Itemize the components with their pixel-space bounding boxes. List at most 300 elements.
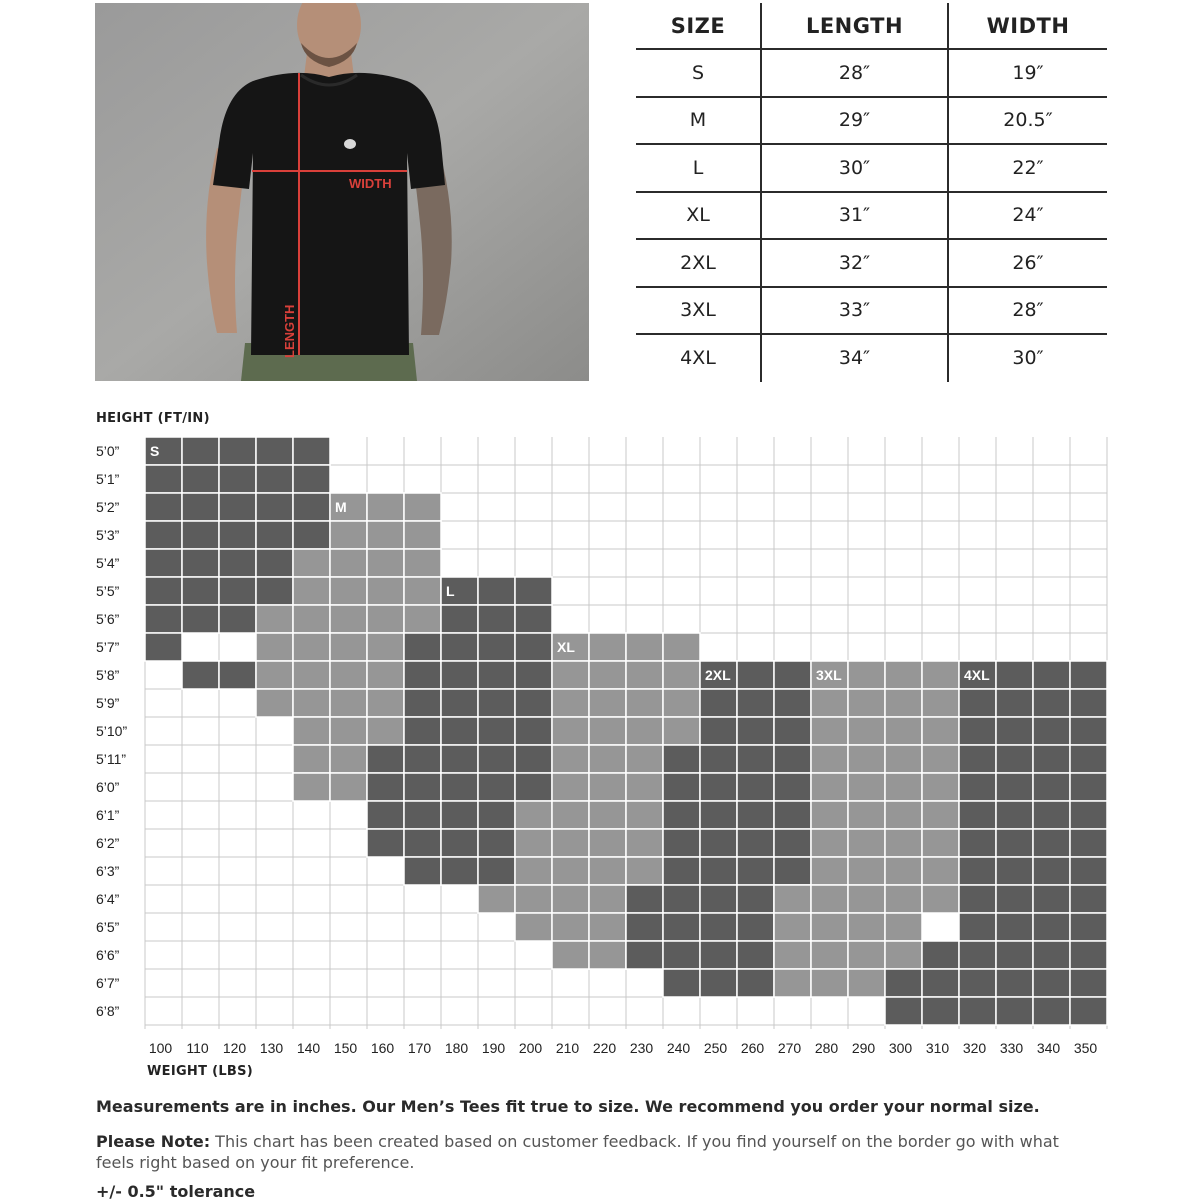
heatmap-cell-4xl xyxy=(959,857,996,885)
heatmap-cell-l xyxy=(441,605,478,633)
heatmap-cell-4xl xyxy=(1033,773,1070,801)
heatmap-cell-m xyxy=(367,493,404,521)
x-tick-label: 150 xyxy=(333,1040,358,1056)
heatmap-cell-4xl xyxy=(885,997,922,1025)
y-tick-label: 6’4” xyxy=(96,891,120,907)
heatmap-cell-l xyxy=(404,717,441,745)
heatmap-cell-l xyxy=(478,745,515,773)
heatmap-cell-4xl xyxy=(1070,661,1107,689)
heatmap-cell-2xl xyxy=(774,689,811,717)
x-tick-label: 230 xyxy=(629,1040,654,1056)
heatmap-cell-4xl xyxy=(1070,913,1107,941)
heatmap-cell-xl xyxy=(663,661,700,689)
size-cell: XL xyxy=(636,192,761,240)
size-heatmap-chart xyxy=(0,430,1200,1062)
heatmap-cell-3xl xyxy=(848,661,885,689)
heatmap-cell-xl xyxy=(589,689,626,717)
heatmap-cell-l xyxy=(441,689,478,717)
length-measure-label: LENGTH xyxy=(282,304,297,358)
heatmap-cell-3xl xyxy=(885,857,922,885)
heatmap-cell-3xl xyxy=(848,829,885,857)
size-region-label-l: L xyxy=(446,583,455,599)
heatmap-cell-2xl xyxy=(774,773,811,801)
heatmap-cell-4xl xyxy=(922,969,959,997)
x-tick-label: 210 xyxy=(555,1040,580,1056)
heatmap-cell-xl xyxy=(589,661,626,689)
heatmap-cell-3xl xyxy=(922,773,959,801)
heatmap-cell-2xl xyxy=(663,969,700,997)
heatmap-cell-xl xyxy=(626,801,663,829)
heatmap-cell-s xyxy=(182,577,219,605)
heatmap-cell-xl xyxy=(663,633,700,661)
heatmap-cell-2xl xyxy=(663,801,700,829)
heatmap-cell-m xyxy=(293,633,330,661)
heatmap-cell-l xyxy=(367,745,404,773)
heatmap-cell-m xyxy=(293,745,330,773)
heatmap-cell-l xyxy=(441,801,478,829)
heatmap-cell-4xl xyxy=(1033,717,1070,745)
heatmap-cell-l xyxy=(515,689,552,717)
heatmap-cell-s xyxy=(219,605,256,633)
heatmap-cell-3xl xyxy=(811,801,848,829)
heatmap-cell-l xyxy=(478,773,515,801)
heatmap-cell-s xyxy=(182,661,219,689)
heatmap-cell-3xl xyxy=(848,745,885,773)
heatmap-cell-s xyxy=(182,605,219,633)
heatmap-cell-xl xyxy=(552,857,589,885)
table-row xyxy=(636,287,1107,335)
y-tick-label: 6’3” xyxy=(96,863,120,879)
heatmap-cell-xl xyxy=(589,941,626,969)
heatmap-cell-l xyxy=(478,689,515,717)
heatmap-cell-3xl xyxy=(811,857,848,885)
heatmap-cell-s xyxy=(293,465,330,493)
heatmap-cell-l xyxy=(515,605,552,633)
heatmap-cell-4xl xyxy=(996,689,1033,717)
x-tick-label: 240 xyxy=(666,1040,691,1056)
size-cell: L xyxy=(636,144,761,192)
x-tick-label: 120 xyxy=(222,1040,247,1056)
heatmap-cell-m xyxy=(404,577,441,605)
heatmap-cell-4xl xyxy=(996,773,1033,801)
length-cell: 30″ xyxy=(761,144,948,192)
heatmap-cell-4xl xyxy=(996,661,1033,689)
width-cell: 24″ xyxy=(948,192,1107,240)
heatmap-cell-xl xyxy=(663,689,700,717)
x-tick-label: 280 xyxy=(814,1040,839,1056)
heatmap-cell-4xl xyxy=(996,913,1033,941)
heatmap-cell-m xyxy=(293,577,330,605)
x-tick-label: 340 xyxy=(1036,1040,1061,1056)
table-row xyxy=(636,144,1107,192)
heatmap-cell-3xl xyxy=(885,941,922,969)
y-tick-label: 6’1” xyxy=(96,807,120,823)
y-tick-label: 5’11” xyxy=(96,751,127,767)
heatmap-cell-m xyxy=(330,577,367,605)
y-tick-label: 5’4” xyxy=(96,555,120,571)
heatmap-cell-s xyxy=(256,577,293,605)
heatmap-cell-s xyxy=(293,521,330,549)
tshirt-model-image xyxy=(95,3,589,381)
heatmap-cell-m xyxy=(330,661,367,689)
x-tick-label: 140 xyxy=(296,1040,321,1056)
heatmap-cell-s xyxy=(145,605,182,633)
heatmap-cell-4xl xyxy=(1033,857,1070,885)
heatmap-cell-s xyxy=(219,437,256,465)
heatmap-cell-3xl xyxy=(811,717,848,745)
heatmap-cell-l xyxy=(478,605,515,633)
heatmap-cell-s xyxy=(219,465,256,493)
size-cell: M xyxy=(636,97,761,145)
heatmap-cell-xl xyxy=(552,745,589,773)
heatmap-cell-2xl xyxy=(700,801,737,829)
x-tick-label: 100 xyxy=(148,1040,173,1056)
heatmap-cell-4xl xyxy=(885,969,922,997)
heatmap-cell-m xyxy=(367,521,404,549)
length-cell: 33″ xyxy=(761,287,948,335)
x-tick-label: 190 xyxy=(481,1040,506,1056)
heatmap-cell-3xl xyxy=(811,773,848,801)
size-table-header-row xyxy=(636,3,1107,49)
heatmap-cell-4xl xyxy=(996,745,1033,773)
measurement-note: Measurements are in inches. Our Men’s Tees fit true to size. We recommend you order your normal size. xyxy=(96,1097,1040,1116)
heatmap-cell-2xl xyxy=(774,829,811,857)
heatmap-cell-3xl xyxy=(922,885,959,913)
heatmap-cell-3xl xyxy=(848,801,885,829)
heatmap-cell-4xl xyxy=(1070,969,1107,997)
heatmap-cell-3xl xyxy=(811,829,848,857)
heatmap-cell-2xl xyxy=(774,717,811,745)
heatmap-cell-4xl xyxy=(959,829,996,857)
heatmap-cell-2xl xyxy=(663,773,700,801)
heatmap-cell-4xl xyxy=(1070,801,1107,829)
heatmap-cell-4xl xyxy=(1033,997,1070,1025)
heatmap-cell-4xl xyxy=(959,885,996,913)
heatmap-cell-l xyxy=(404,801,441,829)
heatmap-cell-m xyxy=(367,605,404,633)
y-tick-label: 6’5” xyxy=(96,919,120,935)
length-cell: 29″ xyxy=(761,97,948,145)
heatmap-cell-m xyxy=(330,633,367,661)
heatmap-cell-s xyxy=(219,521,256,549)
heatmap-cell-4xl xyxy=(1070,857,1107,885)
heatmap-cell-3xl xyxy=(774,969,811,997)
heatmap-cell-l xyxy=(478,801,515,829)
size-region-label-3xl: 3XL xyxy=(816,667,842,683)
table-row xyxy=(636,49,1107,97)
heatmap-cell-4xl xyxy=(959,969,996,997)
heatmap-cell-m xyxy=(256,661,293,689)
heatmap-cell-2xl xyxy=(737,689,774,717)
heatmap-cell-4xl xyxy=(922,997,959,1025)
y-tick-label: 5’2” xyxy=(96,499,120,515)
y-tick-label: 5’5” xyxy=(96,583,120,599)
x-tick-label: 270 xyxy=(777,1040,802,1056)
y-tick-label: 5’10” xyxy=(96,723,128,739)
heatmap-cell-4xl xyxy=(959,913,996,941)
heatmap-cell-l xyxy=(441,773,478,801)
please-note xyxy=(96,1131,1096,1173)
width-cell: 30″ xyxy=(1012,347,1044,370)
heatmap-cell-3xl xyxy=(848,885,885,913)
heatmap-cell-3xl xyxy=(811,745,848,773)
heatmap-cell-3xl xyxy=(922,857,959,885)
heatmap-cell-2xl xyxy=(774,745,811,773)
size-measurement-table xyxy=(636,3,1107,382)
please-note-label: Please Note: xyxy=(96,1132,211,1151)
heatmap-cell-4xl xyxy=(1070,885,1107,913)
heatmap-cell-l xyxy=(404,661,441,689)
heatmap-cell-m xyxy=(330,521,367,549)
x-tick-label: 130 xyxy=(259,1040,284,1056)
heatmap-cell-xl xyxy=(626,689,663,717)
heatmap-cell-3xl xyxy=(885,801,922,829)
heatmap-cell-2xl xyxy=(700,941,737,969)
heatmap-cell-2xl xyxy=(626,885,663,913)
x-tick-label: 110 xyxy=(186,1040,209,1056)
length-cell: 32″ xyxy=(761,239,948,287)
table-row xyxy=(636,97,1107,145)
heatmap-cell-l xyxy=(478,717,515,745)
heatmap-cell-3xl xyxy=(848,773,885,801)
heatmap-cell-l xyxy=(515,773,552,801)
heatmap-cell-xl xyxy=(626,773,663,801)
heatmap-cell-4xl xyxy=(1033,801,1070,829)
x-tick-label: 300 xyxy=(888,1040,913,1056)
heatmap-cell-m xyxy=(330,773,367,801)
table-row xyxy=(636,239,1107,287)
heatmap-cell-l xyxy=(478,633,515,661)
heatmap-cell-3xl xyxy=(922,829,959,857)
heatmap-cell-xl xyxy=(626,633,663,661)
chart-ylabel: HEIGHT (FT/IN) xyxy=(96,411,210,426)
heatmap-cell-3xl xyxy=(811,913,848,941)
heatmap-cell-4xl xyxy=(1033,969,1070,997)
heatmap-cell-3xl xyxy=(811,885,848,913)
heatmap-cell-4xl xyxy=(1033,745,1070,773)
heatmap-cell-4xl xyxy=(1033,661,1070,689)
heatmap-cell-s xyxy=(145,549,182,577)
heatmap-cell-l xyxy=(404,857,441,885)
heatmap-cell-4xl xyxy=(996,969,1033,997)
heatmap-cell-3xl xyxy=(885,829,922,857)
width-cell: 28″ xyxy=(948,287,1107,335)
heatmap-cell-2xl xyxy=(700,689,737,717)
size-cell: 3XL xyxy=(636,287,761,335)
heatmap-cell-xl xyxy=(626,745,663,773)
heatmap-cell-s xyxy=(145,577,182,605)
heatmap-cell-s xyxy=(182,465,219,493)
size-cell: S xyxy=(636,49,761,97)
heatmap-cell-2xl xyxy=(737,801,774,829)
heatmap-cell-l xyxy=(404,745,441,773)
heatmap-cell-m xyxy=(367,661,404,689)
heatmap-cell-m xyxy=(256,689,293,717)
width-cell: 22″ xyxy=(948,144,1107,192)
heatmap-cell-3xl xyxy=(848,689,885,717)
heatmap-cell-4xl xyxy=(1070,773,1107,801)
heatmap-cell-2xl xyxy=(737,745,774,773)
heatmap-cell-xl xyxy=(626,829,663,857)
heatmap-cell-s xyxy=(145,465,182,493)
heatmap-cell-l xyxy=(367,801,404,829)
heatmap-cell-l xyxy=(404,633,441,661)
heatmap-cell-4xl xyxy=(996,997,1033,1025)
heatmap-cell-2xl xyxy=(737,661,774,689)
heatmap-cell-m xyxy=(330,549,367,577)
heatmap-cell-l xyxy=(441,829,478,857)
heatmap-cell-xl xyxy=(663,717,700,745)
heatmap-cell-2xl xyxy=(700,969,737,997)
heatmap-cell-3xl xyxy=(922,745,959,773)
x-tick-label: 200 xyxy=(518,1040,543,1056)
heatmap-cell-4xl xyxy=(959,717,996,745)
heatmap-cell-4xl xyxy=(1033,829,1070,857)
heatmap-cell-xl xyxy=(589,773,626,801)
heatmap-cell-m xyxy=(367,717,404,745)
width-cell: 26″ xyxy=(948,239,1107,287)
heatmap-cell-4xl xyxy=(1033,885,1070,913)
heatmap-cell-xl xyxy=(626,661,663,689)
heatmap-cell-4xl xyxy=(959,997,996,1025)
y-tick-label: 5’0” xyxy=(96,443,120,459)
heatmap-cell-l xyxy=(478,661,515,689)
size-header: SIZE xyxy=(636,3,761,49)
x-tick-label: 330 xyxy=(999,1040,1024,1056)
heatmap-cell-2xl xyxy=(774,801,811,829)
heatmap-cell-xl xyxy=(552,717,589,745)
heatmap-cell-2xl xyxy=(737,941,774,969)
heatmap-cell-4xl xyxy=(959,773,996,801)
heatmap-cell-4xl xyxy=(959,941,996,969)
heatmap-cell-3xl xyxy=(922,661,959,689)
table-row xyxy=(636,192,1107,240)
heatmap-cell-m xyxy=(256,633,293,661)
heatmap-cell-3xl xyxy=(885,689,922,717)
heatmap-cell-3xl xyxy=(811,689,848,717)
heatmap-cell-s xyxy=(219,577,256,605)
heatmap-cell-3xl xyxy=(885,661,922,689)
heatmap-cell-xl xyxy=(589,857,626,885)
model-photo xyxy=(95,3,589,381)
heatmap-cell-m xyxy=(404,493,441,521)
size-region-label-4xl: 4XL xyxy=(964,667,990,683)
heatmap-cell-m xyxy=(293,773,330,801)
heatmap-cell-xl xyxy=(552,829,589,857)
heatmap-cell-l xyxy=(441,717,478,745)
x-tick-label: 160 xyxy=(370,1040,395,1056)
y-tick-label: 5’8” xyxy=(96,667,120,683)
heatmap-cell-4xl xyxy=(1033,689,1070,717)
heatmap-cell-4xl xyxy=(1070,689,1107,717)
heatmap-cell-2xl xyxy=(663,941,700,969)
heatmap-cell-xl xyxy=(552,913,589,941)
y-tick-label: 6’6” xyxy=(96,947,120,963)
heatmap-cell-s xyxy=(219,493,256,521)
heatmap-cell-4xl xyxy=(959,745,996,773)
heatmap-cell-m xyxy=(367,549,404,577)
y-tick-label: 5’9” xyxy=(96,695,120,711)
heatmap-cell-s xyxy=(219,661,256,689)
heatmap-cell-m xyxy=(404,549,441,577)
heatmap-cell-4xl xyxy=(996,717,1033,745)
width-cell: 19″ xyxy=(948,49,1107,97)
heatmap-cell-m xyxy=(367,689,404,717)
heatmap-cell-l xyxy=(478,857,515,885)
x-tick-label: 350 xyxy=(1073,1040,1098,1056)
size-region-label-m: M xyxy=(335,499,347,515)
length-cell: 28″ xyxy=(761,49,948,97)
heatmap-cell-4xl xyxy=(996,829,1033,857)
heatmap-cell-3xl xyxy=(848,969,885,997)
heatmap-cell-3xl xyxy=(774,941,811,969)
heatmap-cell-2xl xyxy=(737,773,774,801)
heatmap-cell-4xl xyxy=(1070,829,1107,857)
heatmap-cell-4xl xyxy=(1070,997,1107,1025)
heatmap-cell-2xl xyxy=(774,857,811,885)
heatmap-cell-xl xyxy=(589,745,626,773)
heatmap-cell-s xyxy=(256,521,293,549)
heatmap-cell-xl xyxy=(589,801,626,829)
heatmap-cell-s xyxy=(293,437,330,465)
heatmap-cell-s xyxy=(256,549,293,577)
heatmap-cell-4xl xyxy=(996,801,1033,829)
heatmap-cell-xl xyxy=(552,801,589,829)
y-tick-label: 5’7” xyxy=(96,639,120,655)
y-tick-label: 5’3” xyxy=(96,527,120,543)
heatmap-cell-4xl xyxy=(1070,717,1107,745)
heatmap-cell-2xl xyxy=(700,885,737,913)
heatmap-cell-2xl xyxy=(737,717,774,745)
tolerance-note: +/- 0.5" tolerance xyxy=(96,1182,256,1200)
heatmap-cell-xl xyxy=(589,885,626,913)
x-tick-label: 180 xyxy=(444,1040,469,1056)
heatmap-cell-m xyxy=(330,745,367,773)
heatmap-cell-4xl xyxy=(1033,941,1070,969)
heatmap-cell-4xl xyxy=(1070,745,1107,773)
heatmap-cell-3xl xyxy=(885,773,922,801)
size-region-label-2xl: 2XL xyxy=(705,667,731,683)
heatmap-cell-s xyxy=(145,493,182,521)
heatmap-cell-xl xyxy=(552,689,589,717)
heatmap-cell-m xyxy=(293,717,330,745)
heatmap-cell-s xyxy=(293,493,330,521)
x-tick-label: 260 xyxy=(740,1040,765,1056)
heatmap-cell-2xl xyxy=(700,745,737,773)
heatmap-cell-l xyxy=(441,633,478,661)
y-tick-label: 6’2” xyxy=(96,835,120,851)
x-tick-label: 310 xyxy=(925,1040,950,1056)
heatmap-cell-l xyxy=(515,717,552,745)
size-cell: 4XL xyxy=(636,334,761,382)
heatmap-cell-3xl xyxy=(848,717,885,745)
heatmap-cell-2xl xyxy=(737,885,774,913)
y-tick-label: 6’7” xyxy=(96,975,120,991)
heatmap-cell-3xl xyxy=(922,801,959,829)
heatmap-cell-s xyxy=(145,633,182,661)
heatmap-cell-3xl xyxy=(811,941,848,969)
heatmap-cell-3xl xyxy=(885,717,922,745)
heatmap-cell-m xyxy=(330,717,367,745)
x-tick-label: 320 xyxy=(962,1040,987,1056)
chart-xlabel: WEIGHT (LBS) xyxy=(147,1064,254,1079)
length-header: LENGTH xyxy=(761,3,948,49)
heatmap-cell-2xl xyxy=(737,913,774,941)
heatmap-cell-3xl xyxy=(774,913,811,941)
heatmap-cell-xl xyxy=(515,885,552,913)
heatmap-cell-xl xyxy=(515,857,552,885)
heatmap-cell-2xl xyxy=(663,913,700,941)
